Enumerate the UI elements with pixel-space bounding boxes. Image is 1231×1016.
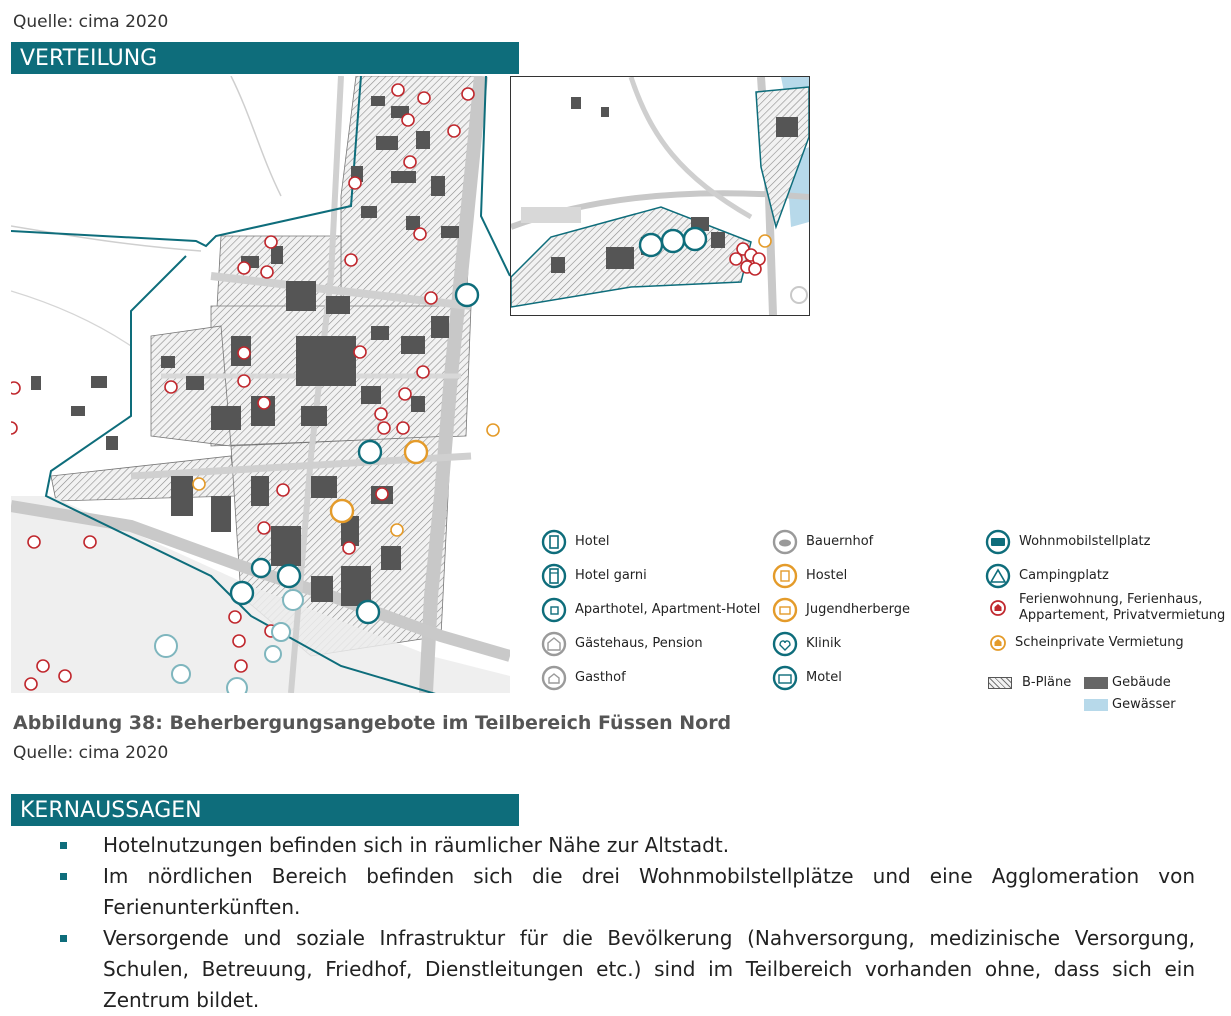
list-item: Hotelnutzungen befinden sich in räumlicher Nähe zur Altstadt. [60,830,1195,861]
bauernhof-icon [772,529,798,555]
hostel-icon [772,563,798,589]
legend-ferienwohnung-line1: Ferienwohnung, Ferienhaus, [1019,592,1203,607]
source-note-top: Quelle: cima 2020 [13,12,169,32]
section-header-kernaussagen: KERNAUSSAGEN [11,794,519,826]
jugendherberge-icon [772,597,798,623]
building-swatch [1084,677,1108,689]
legend-ferienwohnung [989,592,1225,624]
legend-scheinprivate: Scheinprivate Vermietung [989,634,1184,652]
legend-hotel: Hotel [541,529,609,555]
key-statements-list [60,830,1195,1016]
legend-wohnmobilstellplatz: Wohnmobilstellplatz [985,529,1150,555]
legend-gaestehaus: Gästehaus, Pension [541,631,703,657]
ferienwohnung-icon [989,599,1007,617]
legend-gebaeude: Gebäude [1084,675,1171,691]
main-map[interactable] [11,76,510,693]
inset-scheinprivate-marker [759,235,771,247]
wohnmobil-icon [985,529,1011,555]
main-map-canvas [11,76,510,693]
legend-jugendherberge: Jugendherberge [772,597,910,623]
inset-faded-marker [791,287,807,303]
legend-klinik: Klinik [772,631,841,657]
source-note-bottom: Quelle: cima 2020 [13,743,169,763]
field [521,207,581,223]
scheinprivate-icon [989,634,1007,652]
legend-motel: Motel [772,665,842,691]
klinik-icon [772,631,798,657]
figure-caption: Abbildung 38: Beherbergungsangebote im Teilbereich Füssen Nord [13,712,732,734]
list-item: Im nördlichen Bereich befinden sich die drei Wohnmobilstellplätze und eine Agglomeration von Ferienunterkünften. [60,861,1195,923]
section-header-verteilung: VERTEILUNG [11,42,519,74]
list-item: Versorgende und soziale Infrastruktur für die Bevölkerung (Nahversorgung, medizinische Versorgung, Schulen, Betreuung, Friedhof, Dienstleitungen etc.) sind im Teilbereich vorhanden ohne, dass sich ein Zentrum bildet. [60,923,1195,1016]
bullet-square-icon [60,842,67,849]
legend-bauernhof: Bauernhof [772,529,873,555]
legend-hotel-garni: Hotel garni [541,563,647,589]
legend-gasthof: Gasthof [541,665,626,691]
bullet-square-icon [60,873,67,880]
legend-campingplatz: Campingplatz [985,563,1109,589]
gasthof-icon [541,665,567,691]
legend-aparthotel: Aparthotel, Apartment-Hotel [541,597,760,623]
hatch-swatch [988,677,1012,689]
gaestehaus-icon [541,631,567,657]
tent-icon [985,563,1011,589]
inset-map[interactable] [510,76,810,316]
inset-map-canvas [511,77,809,315]
legend-ferienwohnung-line2: Appartement, Privatvermietung [1019,608,1226,623]
motel-icon [772,665,798,691]
hotel-garni-icon [541,563,567,589]
aparthotel-icon [541,597,567,623]
water-swatch [1084,699,1108,711]
hotel-icon [541,529,567,555]
legend-gewaesser: Gewässer [1084,697,1176,713]
legend-b-plaene: B-Pläne [988,675,1071,691]
bullet-square-icon [60,935,67,942]
legend-hostel: Hostel [772,563,847,589]
